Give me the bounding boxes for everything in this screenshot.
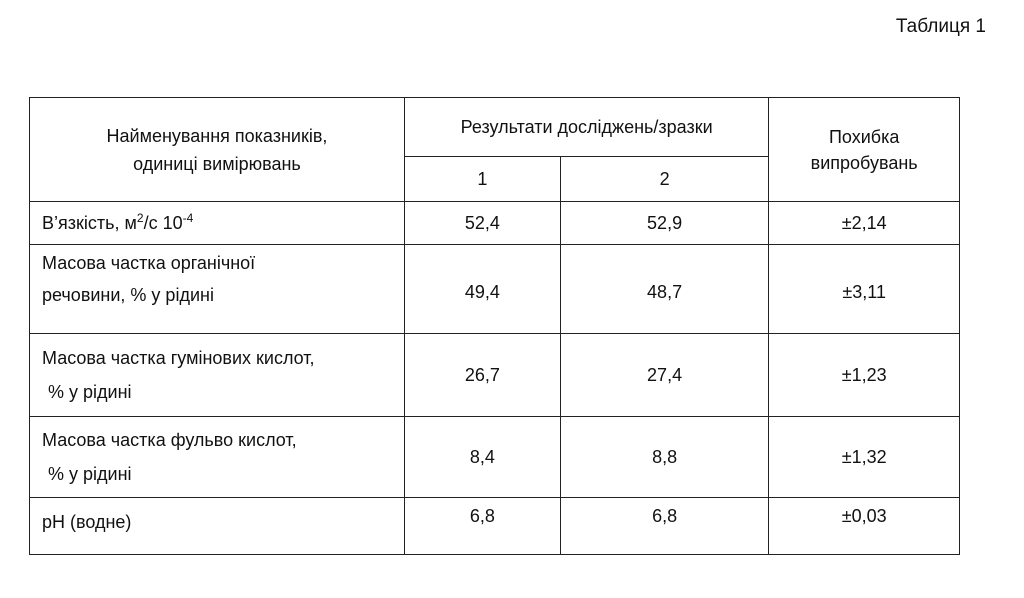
sample-2-value: 8,8: [560, 417, 769, 498]
table-row: [30, 498, 960, 555]
viscosity-multiplier-exponent: -4: [182, 211, 194, 225]
error-value: ±0,03: [769, 498, 960, 555]
header-error-line2: випробувань: [810, 152, 918, 173]
row-name-line1: Масова частка органічної: [42, 253, 256, 273]
error-value: ±3,11: [769, 245, 960, 334]
table-header-row: [30, 98, 960, 157]
row-indicator-name: [30, 334, 405, 417]
viscosity-label: В’язкість, м: [42, 213, 137, 233]
row-name-line1: Масова частка гумінових кислот,: [42, 348, 315, 368]
header-indicator-line1: Найменування показників,: [106, 125, 328, 146]
sample-1-value: 52,4: [404, 202, 560, 245]
table-row: [30, 417, 960, 498]
error-value: ±1,32: [769, 417, 960, 498]
row-name-line2: % у рідині: [48, 464, 132, 484]
header-sample-2: 2: [560, 157, 769, 202]
table-row: [30, 334, 960, 417]
header-error: [769, 98, 960, 202]
viscosity-unit: /с 10: [143, 213, 183, 233]
sample-2-value: 6,8: [560, 498, 769, 555]
header-results: Результати досліджень/зразки: [404, 98, 768, 157]
viscosity-exponent: 2: [136, 211, 144, 225]
header-indicator-name: [30, 98, 405, 202]
error-value: ±1,23: [769, 334, 960, 417]
table-row: [30, 202, 960, 245]
sample-1-value: 8,4: [404, 417, 560, 498]
header-indicator-line2: одиниці вимірювань: [133, 153, 301, 174]
row-indicator-name: [30, 417, 405, 498]
sample-1-value: 49,4: [404, 245, 560, 334]
row-indicator-name: [30, 202, 405, 245]
row-indicator-name: pH (водне): [30, 498, 405, 555]
table-row: [30, 245, 960, 334]
error-value: ±2,14: [769, 202, 960, 245]
header-error-line1: Похибка: [828, 126, 900, 147]
sample-2-value: 52,9: [560, 202, 769, 245]
sample-1-value: 6,8: [404, 498, 560, 555]
table-caption: Таблиця 1: [895, 16, 986, 37]
sample-2-value: 27,4: [560, 334, 769, 417]
row-name-line1: Масова частка фульво кислот,: [42, 430, 297, 450]
header-sample-1: 1: [404, 157, 560, 202]
sample-2-value: 48,7: [560, 245, 769, 334]
row-indicator-name: [30, 245, 405, 334]
row-name-line2: речовини, % у рідині: [42, 285, 214, 305]
results-table: [29, 97, 960, 555]
sample-1-value: 26,7: [404, 334, 560, 417]
row-name-line2: % у рідині: [48, 382, 132, 402]
